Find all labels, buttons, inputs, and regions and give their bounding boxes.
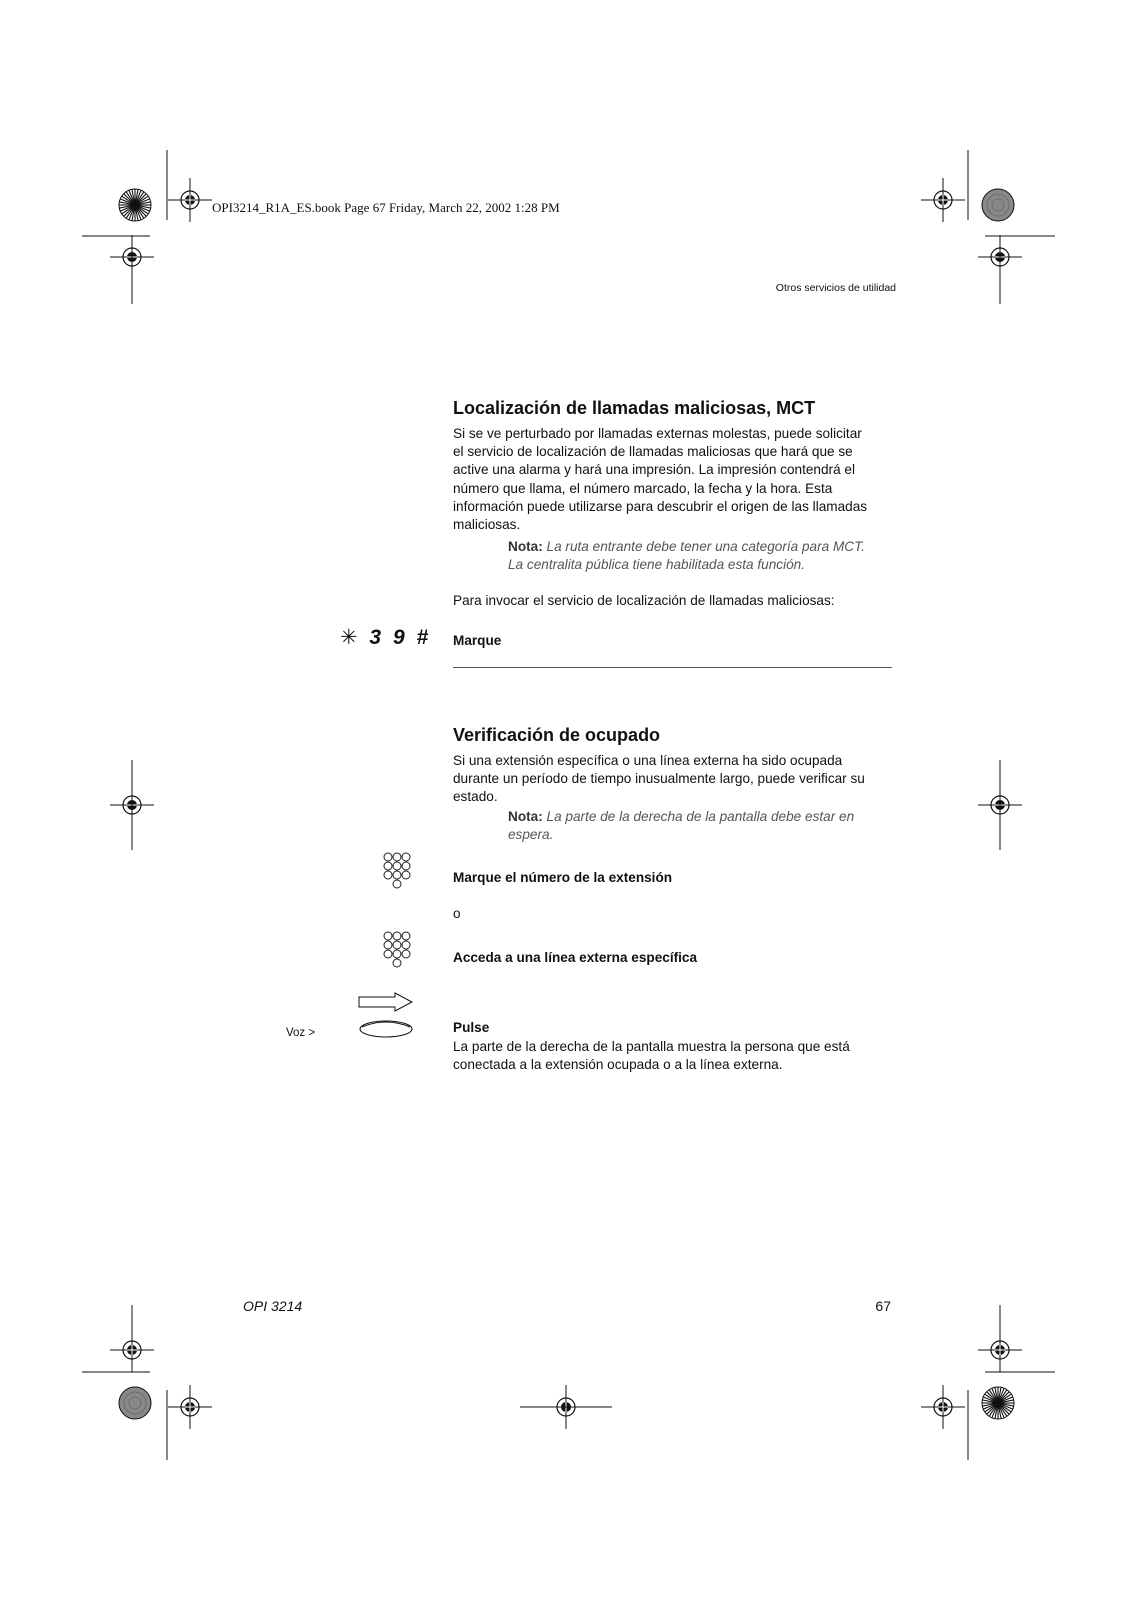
body-line: active una alarma y hará una impresión. La impresión contendrá el [453,462,855,478]
step-pulse-description [453,1038,893,1074]
voz-softkey-label: Voz > [286,1027,316,1039]
body-line: el servicio de localización de llamadas maliciosas que hará que se [453,444,853,460]
registration-mark-icon [168,178,212,222]
body-line: durante un período de tiempo inusualmente largo, puede verificar su [453,771,865,787]
section-mct-body [453,425,893,534]
body-line: información puede utilizarse para descubrir el origen de las llamadas [453,498,868,514]
body-line: conectada a la extensión ocupada o a la línea externa. [453,1057,783,1073]
section-divider [453,667,892,668]
body-line: maliciosas. [453,517,521,533]
book-info-line: OPI3214_R1A_ES.book Page 67 Friday, March 22, 2002 1:28 PM [212,200,560,215]
registration-mark-icon [978,1328,1022,1372]
color-bar-icon [119,1387,151,1419]
registration-mark-icon [921,1385,965,1429]
body-line: Si se ve perturbado por llamadas externas molestas, puede solicitar [453,426,862,441]
section-title-mct: Localización de llamadas maliciosas, MCT [453,398,816,418]
page-number: 67 [875,1298,891,1314]
note-label: Nota: [508,809,543,824]
step-dial-extension: Marque el número de la extensión [453,870,673,885]
note-text: espera. [508,827,554,843]
body-line: número que llama, el número marcado, la fecha y la hora. Esta [453,480,833,496]
body-line: La parte de la derecha de la pantalla muestra la persona que está [453,1039,850,1054]
note-busy [508,808,898,844]
keypad-icon [383,931,415,971]
color-bar-icon [982,189,1014,221]
body-line: Si una extensión específica o una línea externa ha sido ocupada [453,753,843,768]
step-external-line: Acceda a una línea externa específica [453,950,698,965]
note-text: La parte de la derecha de la pantalla debe estar en [546,809,855,824]
section-busy-body [453,752,893,807]
body-line: estado. [453,789,498,805]
invoke-instruction: Para invocar el servicio de localización de llamadas maliciosas: [453,593,835,608]
running-head: Otros servicios de utilidad [775,282,896,294]
section-title-busy: Verificación de ocupado [453,725,661,745]
color-bar-icon [119,189,151,221]
step-marque: Marque [453,633,502,648]
footer-model: OPI 3214 [243,1298,303,1314]
registration-mark-icon [168,1385,212,1429]
note-text: La ruta entrante debe tener una categoría para MCT. [546,539,865,554]
registration-mark-icon [110,1328,154,1372]
dial-code: ✳ 3 9 # [340,626,432,649]
color-bar-icon [982,1387,1014,1419]
keypad-icon [383,852,415,892]
step-pulse: Pulse [453,1020,490,1035]
note-label: Nota: [508,539,543,554]
registration-mark-icon [921,178,965,222]
dial-button-icon [358,1018,416,1040]
note-mct [508,538,898,574]
note-text: La centralita pública tiene habilitada esta función. [508,557,805,573]
or-separator: o [453,906,461,921]
